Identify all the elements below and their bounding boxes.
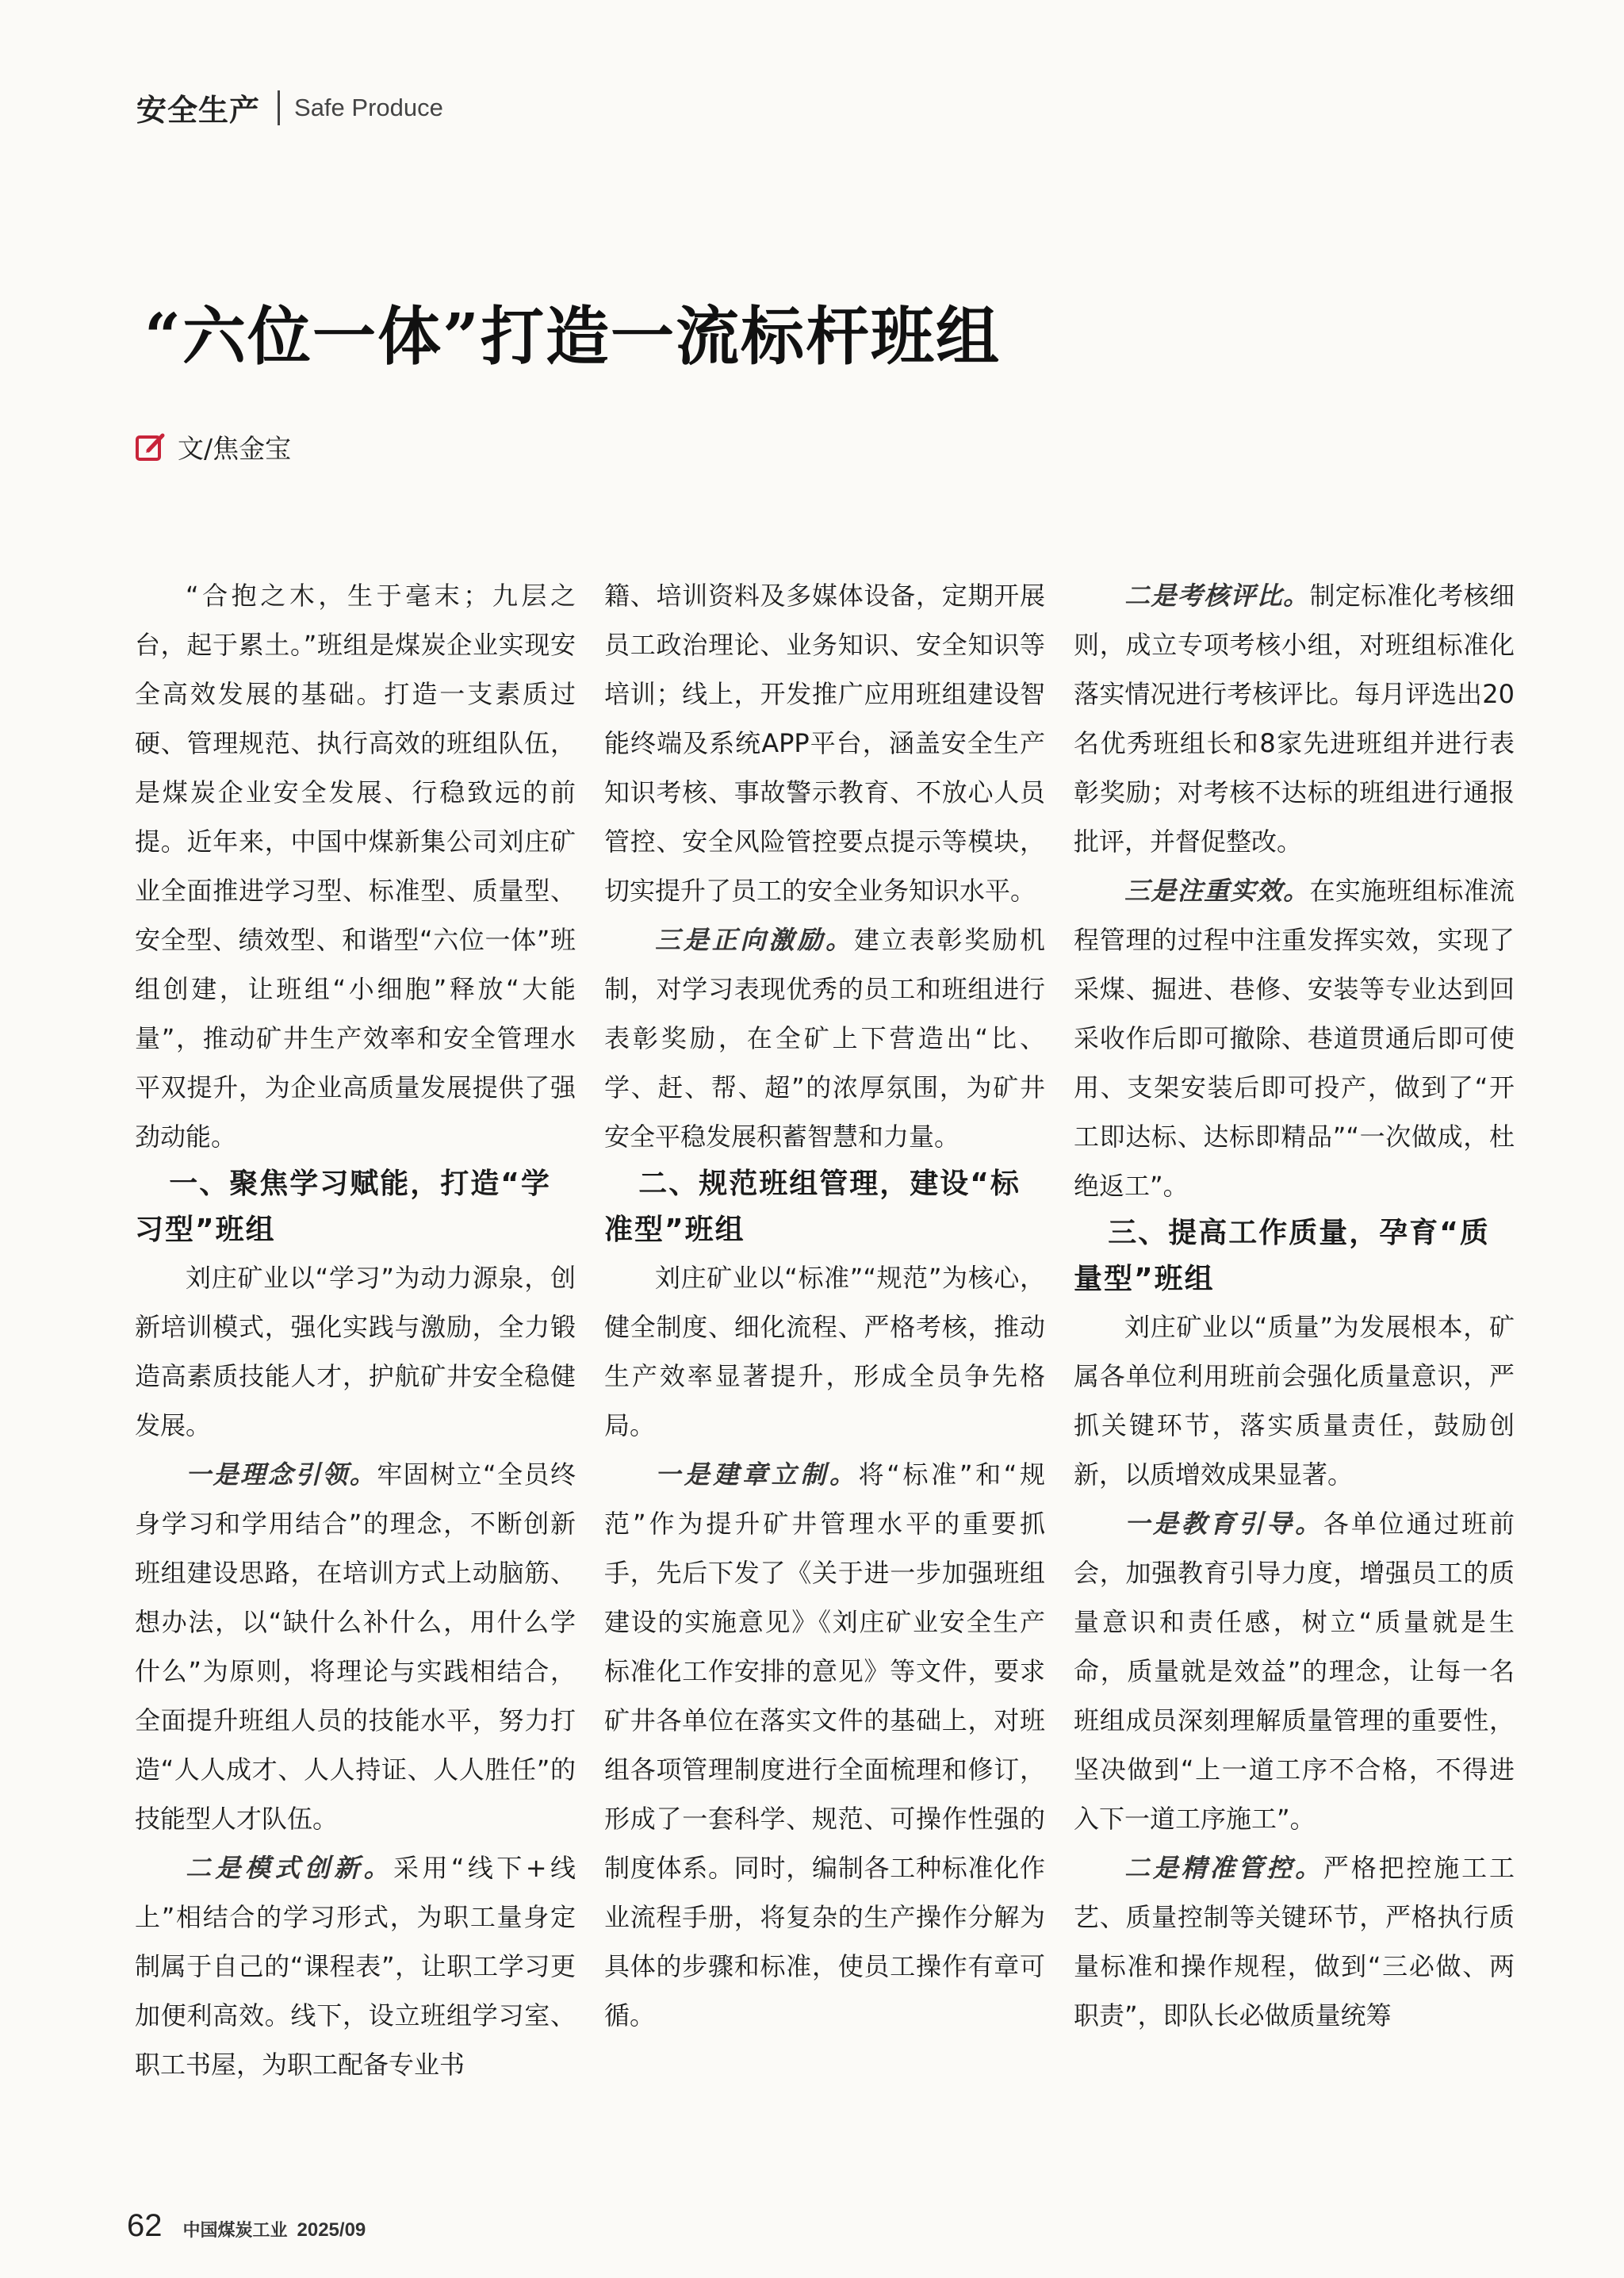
paragraph [1074,1499,1515,1843]
paragraph-text: 在实施班组标准流程管理的过程中注重发挥实效，实现了采煤、掘进、巷修、安装等专业达到回采收作后即可撤除、巷道贯通后即可使用、支架安装后即可投产，做到了“开工即达标、达标即精品”“一次做成，杜绝返工”。 [1074,876,1515,1201]
paragraph-lead: 二是精准管控。 [1124,1853,1323,1883]
paragraph-text: 将“标准”和“规范”作为提升矿井管理水平的重要抓手，先后下发了《关于进一步加强班组建设的实施意见》《刘庄矿业安全生产标准化工作安排的意见》等文件，要求矿井各单位在落实文件的基础上，对班组各项管理制度进行全面梳理和修订，形成了一套科学、规范、可操作性强的制度体系。同时，编制各工种标准化作业流程手册，将复杂的生产操作分解为具体的步骤和标准，使员工操作有章可循。 [604,1459,1045,2031]
paragraph [604,1450,1045,2040]
paragraph-lead: 一是教育引导。 [1124,1509,1323,1539]
section-title-en: Safe Produce [294,93,443,121]
paragraph-text: 建立表彰奖励机制，对学习表现优秀的员工和班组进行表彰奖励，在全矿上下营造出“比、学、赶、帮、超”的浓厚氛围，为矿井安全平稳发展积蓄智慧和力量。 [604,925,1045,1152]
pencil-edit-icon [135,431,167,463]
paragraph: 籍、培训资料及多媒体设备，定期开展员工政治理论、业务知识、安全知识等培训；线上，开发推广应用班组建设智能终端及系统APP平台，涵盖安全生产知识考核、事故警示教育、不放心人员管控、安全风险管控要点提示等模块，切实提升了员工的安全业务知识水平。 [604,581,1045,906]
paragraph-lead: 一是建章立制。 [655,1459,859,1490]
paragraph [1074,1843,1515,2040]
section-heading: 一、聚焦学习赋能，打造“学习型”班组 [135,1168,551,1246]
paragraph-text: 制定标准化考核细则，成立专项考核小组，对班组标准化落实情况进行考核评比。每月评选出20名优秀班组长和8家先进班组并进行表彰奖励；对考核不达标的班组进行通报批评，并督促整改。 [1074,581,1515,857]
paragraph: 刘庄矿业以“标准”“规范”为核心，健全制度、细化流程、严格考核，推动生产效率显著提升，形成全员争先格局。 [604,1263,1045,1440]
article-column-1 [135,571,576,2089]
paragraph [135,1450,576,1843]
paragraph-lead: 一是理念引领。 [186,1459,377,1490]
paragraph [604,915,1045,1161]
magazine-name: 中国煤炭工业 [182,2221,288,2241]
section-heading: 三、提高工作质量，孕育“质量型”班组 [1074,1217,1490,1295]
paragraph-lead: 三是正向激励。 [655,925,854,955]
section-title-cn: 安全生产 [136,93,261,128]
section-header [136,86,443,129]
paragraph: 刘庄矿业以“学习”为动力源泉，创新培训模式，强化实践与激励，全力锻造高素质技能人才，护航矿井安全稳健发展。 [135,1263,576,1440]
author: 文/焦金宝 [178,433,292,464]
page-number: 62 [127,2208,163,2243]
paragraph-lead: 二是考核评比。 [1124,581,1310,611]
section-divider [278,90,280,125]
paragraph-text: 采用“线下+线上”相结合的学习形式，为职工量身定制属于自己的“课程表”，让职工学习更加便利高效。线下，设立班组学习室、职工书屋，为职工配备专业书 [135,1853,576,2080]
paragraph-text: 各单位通过班前会，加强教育引导力度，增强员工的质量意识和责任感，树立“质量就是生命，质量就是效益”的理念，让每一名班组成员深刻理解质量管理的重要性，坚决做到“上一道工序不合格，不得进入下一道工序施工”。 [1074,1509,1515,1834]
paragraph [1074,866,1515,1210]
paragraph: 刘庄矿业以“质量”为发展根本，矿属各单位利用班前会强化质量意识，严抓关键环节，落实质量责任，鼓励创新，以质增效成果显著。 [1074,1312,1515,1490]
page-footer [127,2208,366,2244]
issue-number: 2025/09 [297,2219,366,2241]
byline [135,428,291,466]
section-heading: 二、规范班组管理，建设“标准型”班组 [604,1168,1021,1246]
paragraph-text: 牢固树立“全员终身学习和学用结合”的理念，不断创新班组建设思路，在培训方式上动脑筋、想办法，以“缺什么补什么，用什么学什么”为原则，将理论与实践相结合，全面提升班组人员的技能水平，努力打造“人人成才、人人持证、人人胜任”的技能型人才队伍。 [135,1459,576,1834]
paragraph: “合抱之木，生于毫末；九层之台，起于累土。”班组是煤炭企业实现安全高效发展的基础。打造一支素质过硬、管理规范、执行高效的班组队伍，是煤炭企业安全发展、行稳致远的前提。近年来，中国中煤新集公司刘庄矿业全面推进学习型、标准型、质量型、安全型、绩效型、和谐型“六位一体”班组创建，让班组“小细胞”释放“大能量”，推动矿井生产效率和安全管理水平双提升，为企业高质量发展提供了强劲动能。 [135,581,576,1152]
article-title: “六位一体”打造一流标杆班组 [144,299,1002,374]
article-column-3 [1074,571,1515,2040]
article-column-2 [604,571,1045,2040]
paragraph [1074,571,1515,866]
paragraph-text: 严格把控施工工艺、质量控制等关键环节，严格执行质量标准和操作规程，做到“三必做、两职责”，即队长必做质量统筹 [1074,1853,1515,2031]
paragraph [135,1843,576,2089]
paragraph-lead: 三是注重实效。 [1124,876,1310,906]
paragraph-lead: 二是模式创新。 [186,1853,394,1883]
